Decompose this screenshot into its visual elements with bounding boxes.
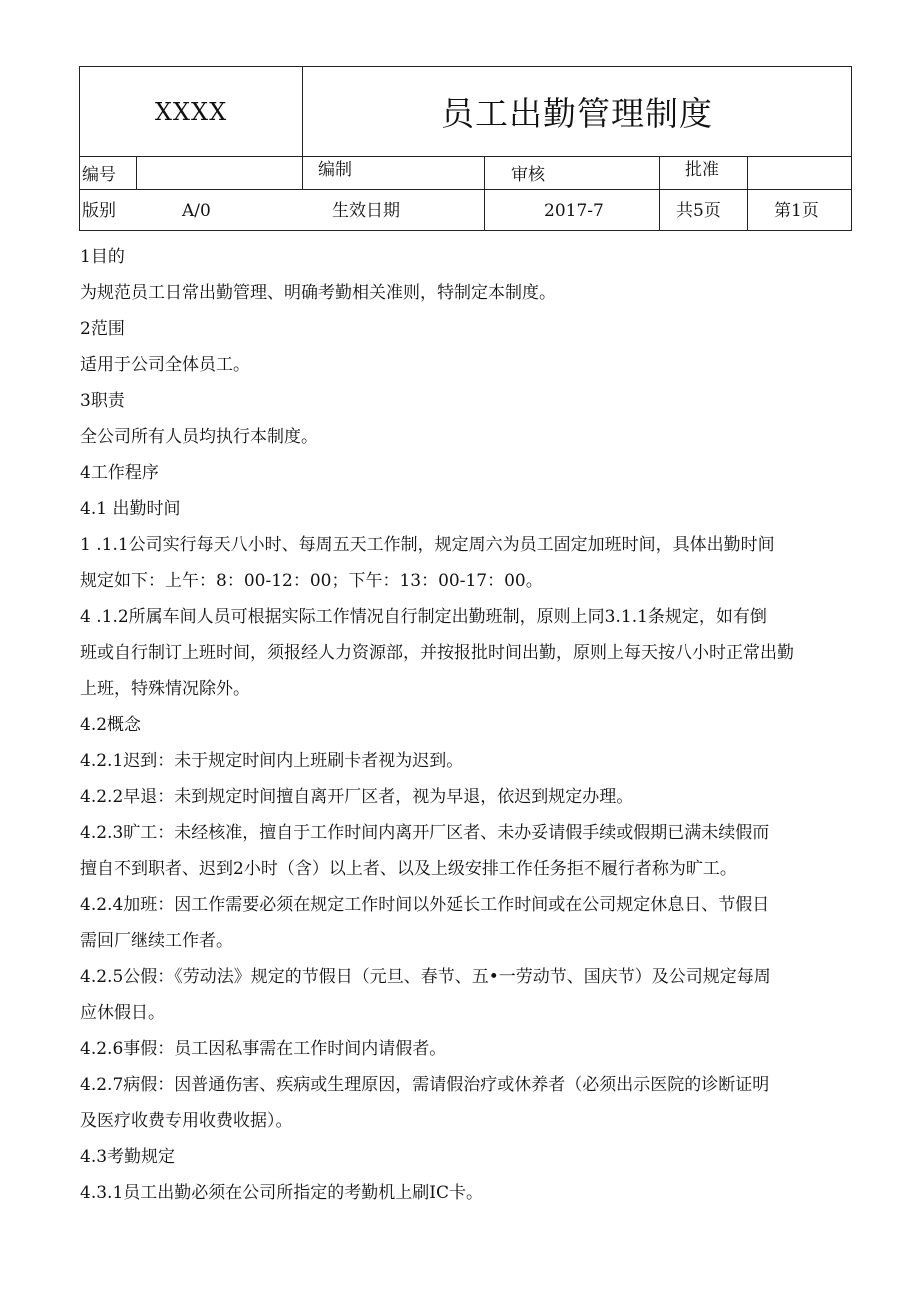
paragraph-line: 为规范员工日常出勤管理、明确考勤相关准则，特制定本制度。 [80, 283, 556, 303]
section-heading: 1目的 [80, 247, 125, 267]
subsection-heading: 4.1 出勤时间 [80, 499, 181, 519]
section-heading: 3职责 [80, 391, 125, 411]
paragraph-line: 4.3.1员工出勤必须在公司所指定的考勤机上刷IC卡。 [80, 1183, 483, 1203]
paragraph-line: 全公司所有人员均执行本制度。 [80, 427, 318, 447]
paragraph-line: 4.2.1迟到：未于规定时间内上班刷卡者视为迟到。 [80, 751, 464, 771]
paragraph-line: 4.2.2早退：未到规定时间擅自离开厂区者，视为早退，依迟到规定办理。 [80, 787, 634, 807]
total-pages: 共5页 [676, 201, 721, 221]
review-label: 审核 [511, 165, 545, 185]
paragraph-line: 适用于公司全体员工。 [80, 355, 250, 375]
paragraph-line: 4.2.5公假：《劳动法》规定的节假日（元旦、春节、五•一劳动节、国庆节）及公司规定每周 [80, 967, 771, 987]
number-label: 编号 [82, 165, 116, 185]
effective-date-label: 生效日期 [332, 201, 400, 221]
page-number: 第1页 [774, 201, 819, 221]
paragraph-line: 需回厂继续工作者。 [80, 931, 233, 951]
document-title: 员工出勤管理制度 [441, 94, 713, 133]
paragraph-line: 及医疗收费专用收费收据）。 [80, 1111, 293, 1131]
company-name: XXXX [154, 97, 228, 126]
version-value: A/0 [182, 201, 211, 221]
paragraph-line: 4.2.6事假：员工因私事需在工作时间内请假者。 [80, 1039, 447, 1059]
paragraph-line: 应休假日。 [80, 1003, 165, 1023]
paragraph-line: 规定如下：上午：8：00-12：00；下午：13：00-17：00。 [80, 571, 543, 591]
paragraph-line: 擅自不到职者、迟到2小时（含）以上者、以及上级安排工作任务拒不履行者称为旷工。 [80, 859, 737, 879]
subsection-heading: 4.2概念 [80, 715, 142, 735]
paragraph-line: 上班，特殊情况除外。 [80, 679, 250, 699]
approve-label: 批准 [685, 160, 719, 180]
paragraph-line: 4.2.4加班：因工作需要必须在规定工作时间以外延长工作时间或在公司规定休息日、节假日 [80, 895, 770, 915]
paragraph-line: 班或自行制订上班时间，须报经人力资源部，并按报批时间出勤，原则上每天按八小时正常出勤 [80, 643, 794, 663]
effective-date-value: 2017-7 [544, 201, 604, 221]
document-header-table [79, 66, 852, 231]
section-heading: 2范围 [80, 319, 125, 339]
paragraph-line: 4.2.3旷工：未经核准，擅自于工作时间内离开厂区者、未办妥请假手续或假期已满未续假而 [80, 823, 770, 843]
paragraph-line: 4 .1.2所属车间人员可根据实际工作情况自行制定出勤班制，原则上同3.1.1条规定，如有倒 [80, 607, 767, 627]
document-body [80, 239, 850, 1211]
subsection-heading: 4.3考勤规定 [80, 1147, 176, 1167]
paragraph-line: 1 .1.1公司实行每天八小时、每周五天工作制，规定周六为员工固定加班时间，具体出勤时间 [80, 535, 775, 555]
compiled-label: 编制 [318, 160, 352, 180]
paragraph-line: 4.2.7病假：因普通伤害、疾病或生理原因，需请假治疗或休养者（必须出示医院的诊断证明 [80, 1075, 770, 1095]
version-label: 版别 [82, 201, 116, 221]
section-heading: 4工作程序 [80, 463, 159, 483]
